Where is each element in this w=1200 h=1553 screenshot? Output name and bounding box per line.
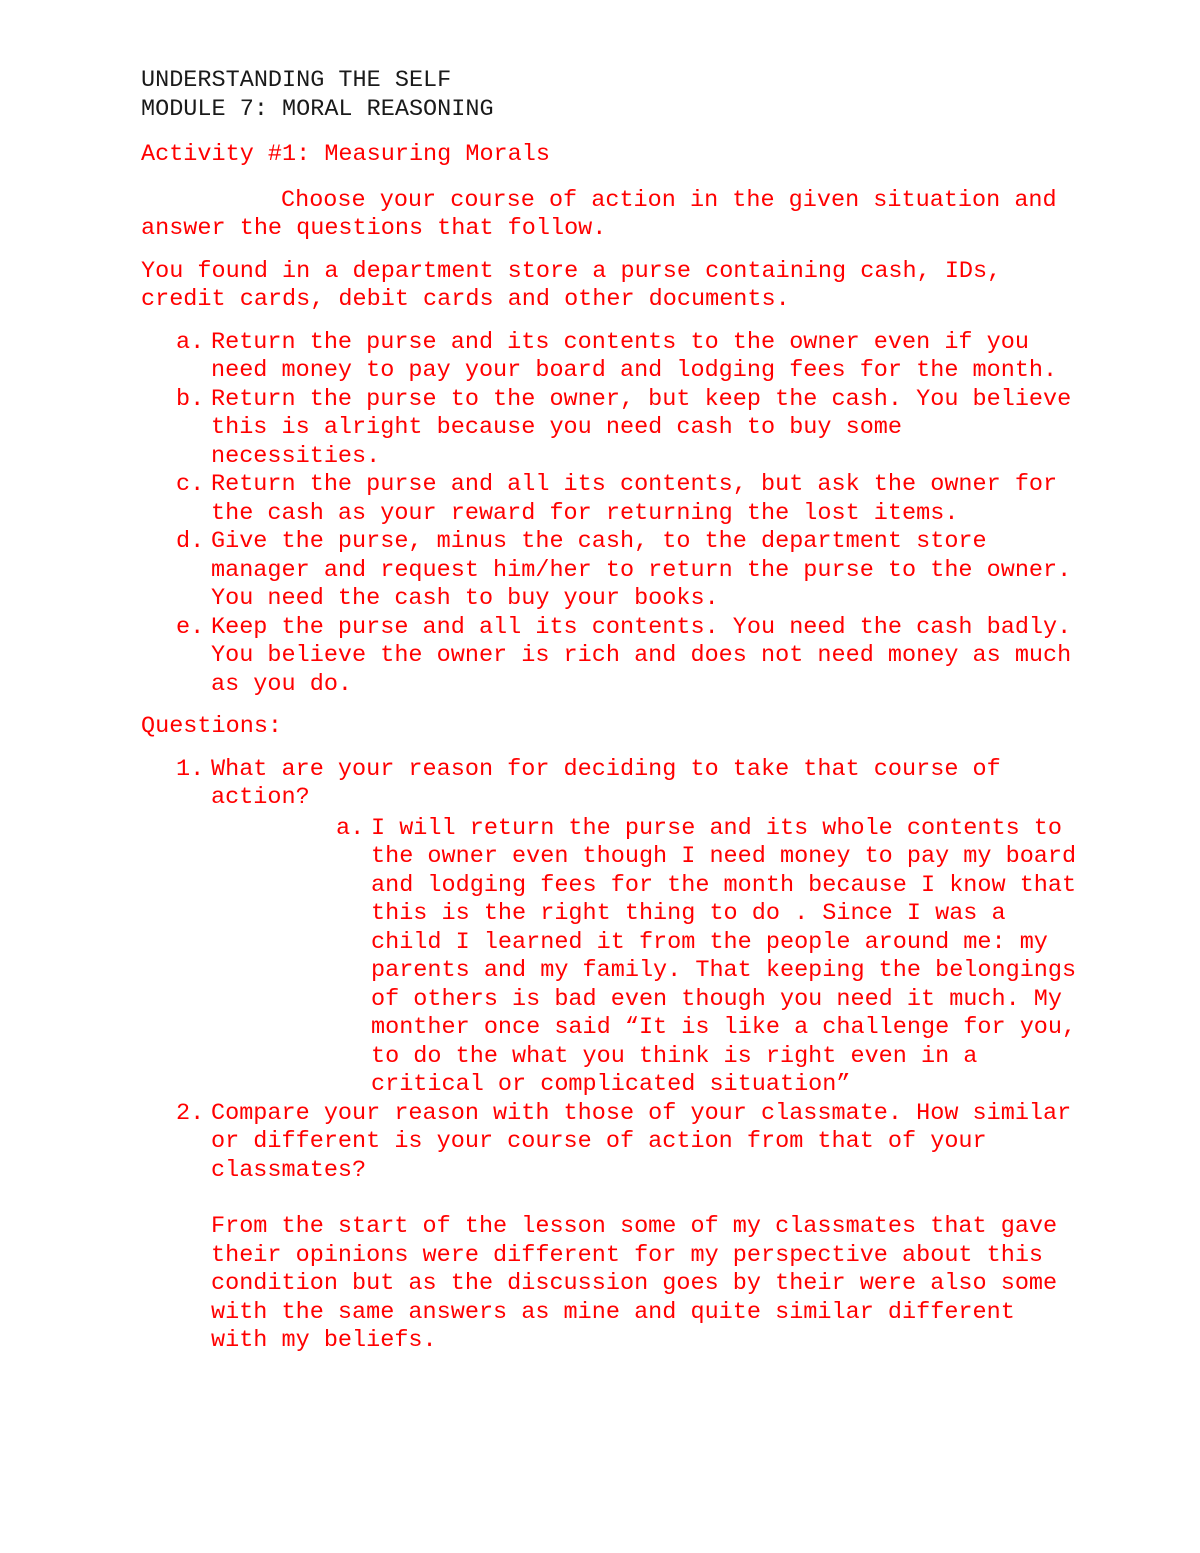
choice-list [141, 329, 1081, 700]
answer-marker: a. [336, 814, 365, 842]
answer-item [141, 815, 1081, 1100]
choice-text: Give the purse, minus the cash, to the department store manager and request him/her to return the purse to the owner. You need the cash to buy your books. [211, 528, 1072, 612]
activity-instructions: Choose your course of action in the given situation and answer the questions that follow. [141, 186, 1057, 242]
document-body [141, 67, 1081, 1356]
course-title: UNDERSTANDING THE SELF [141, 67, 452, 94]
question-marker: 1. [176, 755, 205, 783]
choice-text: Return the purse to the owner, but keep the cash. You believe this is alright because you need cash to buy some necessities. [211, 385, 1072, 470]
choice-item [141, 528, 1081, 614]
choice-text: Return the purse and all its contents, but ask the owner for the cash as your reward for returning the lost items. [211, 471, 1058, 527]
question-list [141, 1100, 1081, 1186]
module-title: MODULE 7: MORAL REASONING [141, 95, 494, 123]
question-text: Compare your reason with those of your classmate. How similar or different is your course of action from that of your classmates? [211, 1099, 1072, 1184]
choice-marker: e. [176, 613, 205, 641]
questions-label: Questions: [141, 713, 283, 740]
choice-marker: b. [176, 385, 205, 413]
question-item [141, 1100, 1081, 1186]
choice-item [141, 386, 1081, 472]
answer-text: I will return the purse and its whole contents to the owner even though I need money to pay my board and lodging fees for the month because I know that this is the right thing to do . Since I was a child I learned it from the people around me: my parents and my family. That keeping the belongings of others is bad even though you need it much. My monther once said “It is like a challenge for you, to do the what you think is right even in a critical or complicated situation” [371, 814, 1077, 1098]
activity-title: Activity #1: Measuring Morals [141, 141, 550, 168]
situation-text: You found in a department store a purse containing cash, IDs, credit cards, debit cards and other documents. [141, 257, 1002, 313]
question-marker: 2. [176, 1099, 205, 1127]
choice-marker: c. [176, 471, 205, 498]
question-item [141, 756, 1081, 813]
choice-item [141, 614, 1081, 700]
choice-marker: a. [176, 328, 205, 356]
answer-paragraph: From the start of the lesson some of my classmates that gave their opinions were different for my perspective about this condition but as the discussion goes by their were also some with the same answers as mine and quite similar different with my beliefs. [211, 1213, 1058, 1354]
question-list [141, 756, 1081, 813]
question-text: What are your reason for deciding to take that course of action? [211, 755, 1001, 811]
choice-text: Return the purse and its contents to the owner even if you need money to pay your board and lodging fees for the month. [211, 328, 1058, 384]
choice-item [141, 329, 1081, 386]
choice-text: Keep the purse and all its contents. You need the cash badly. You believe the owner is rich and does not need money as much as you do. [211, 613, 1072, 698]
choice-marker: d. [176, 528, 205, 555]
choice-item [141, 471, 1081, 528]
